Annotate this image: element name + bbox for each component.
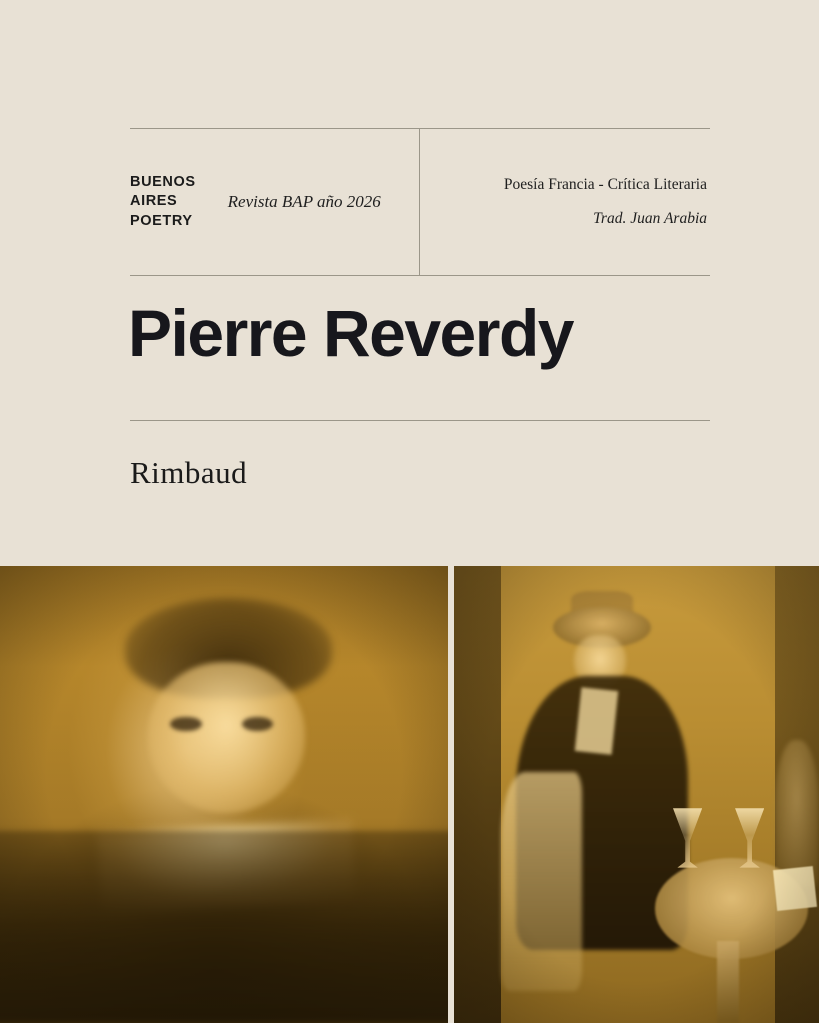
masthead-right	[420, 129, 710, 275]
buenos-aires-poetry-logo[interactable]	[130, 173, 196, 231]
category-label: Poesía Francia - Crítica Literaria	[503, 176, 707, 193]
image-strip	[0, 566, 819, 1023]
portrait-arthur-rimbaud	[0, 566, 448, 1023]
title-divider	[130, 420, 710, 421]
logo-line-3: POETRY	[130, 212, 193, 229]
translator-label: Trad. Juan Arabia	[593, 210, 707, 227]
work-title: Rimbaud	[130, 455, 248, 490]
logo-line-2: AIRES	[130, 193, 178, 210]
logo-line-1: BUENOS	[130, 174, 196, 191]
photo-vignette-left	[0, 566, 448, 1023]
issue-label: Revista BAP año 2026	[227, 192, 381, 211]
portrait-pierre-reverdy-cafe	[454, 566, 819, 1023]
page-title: Pierre Reverdy	[128, 296, 573, 370]
masthead-block	[130, 128, 710, 276]
masthead-left	[130, 129, 420, 275]
photo-vignette-right	[454, 566, 819, 1023]
